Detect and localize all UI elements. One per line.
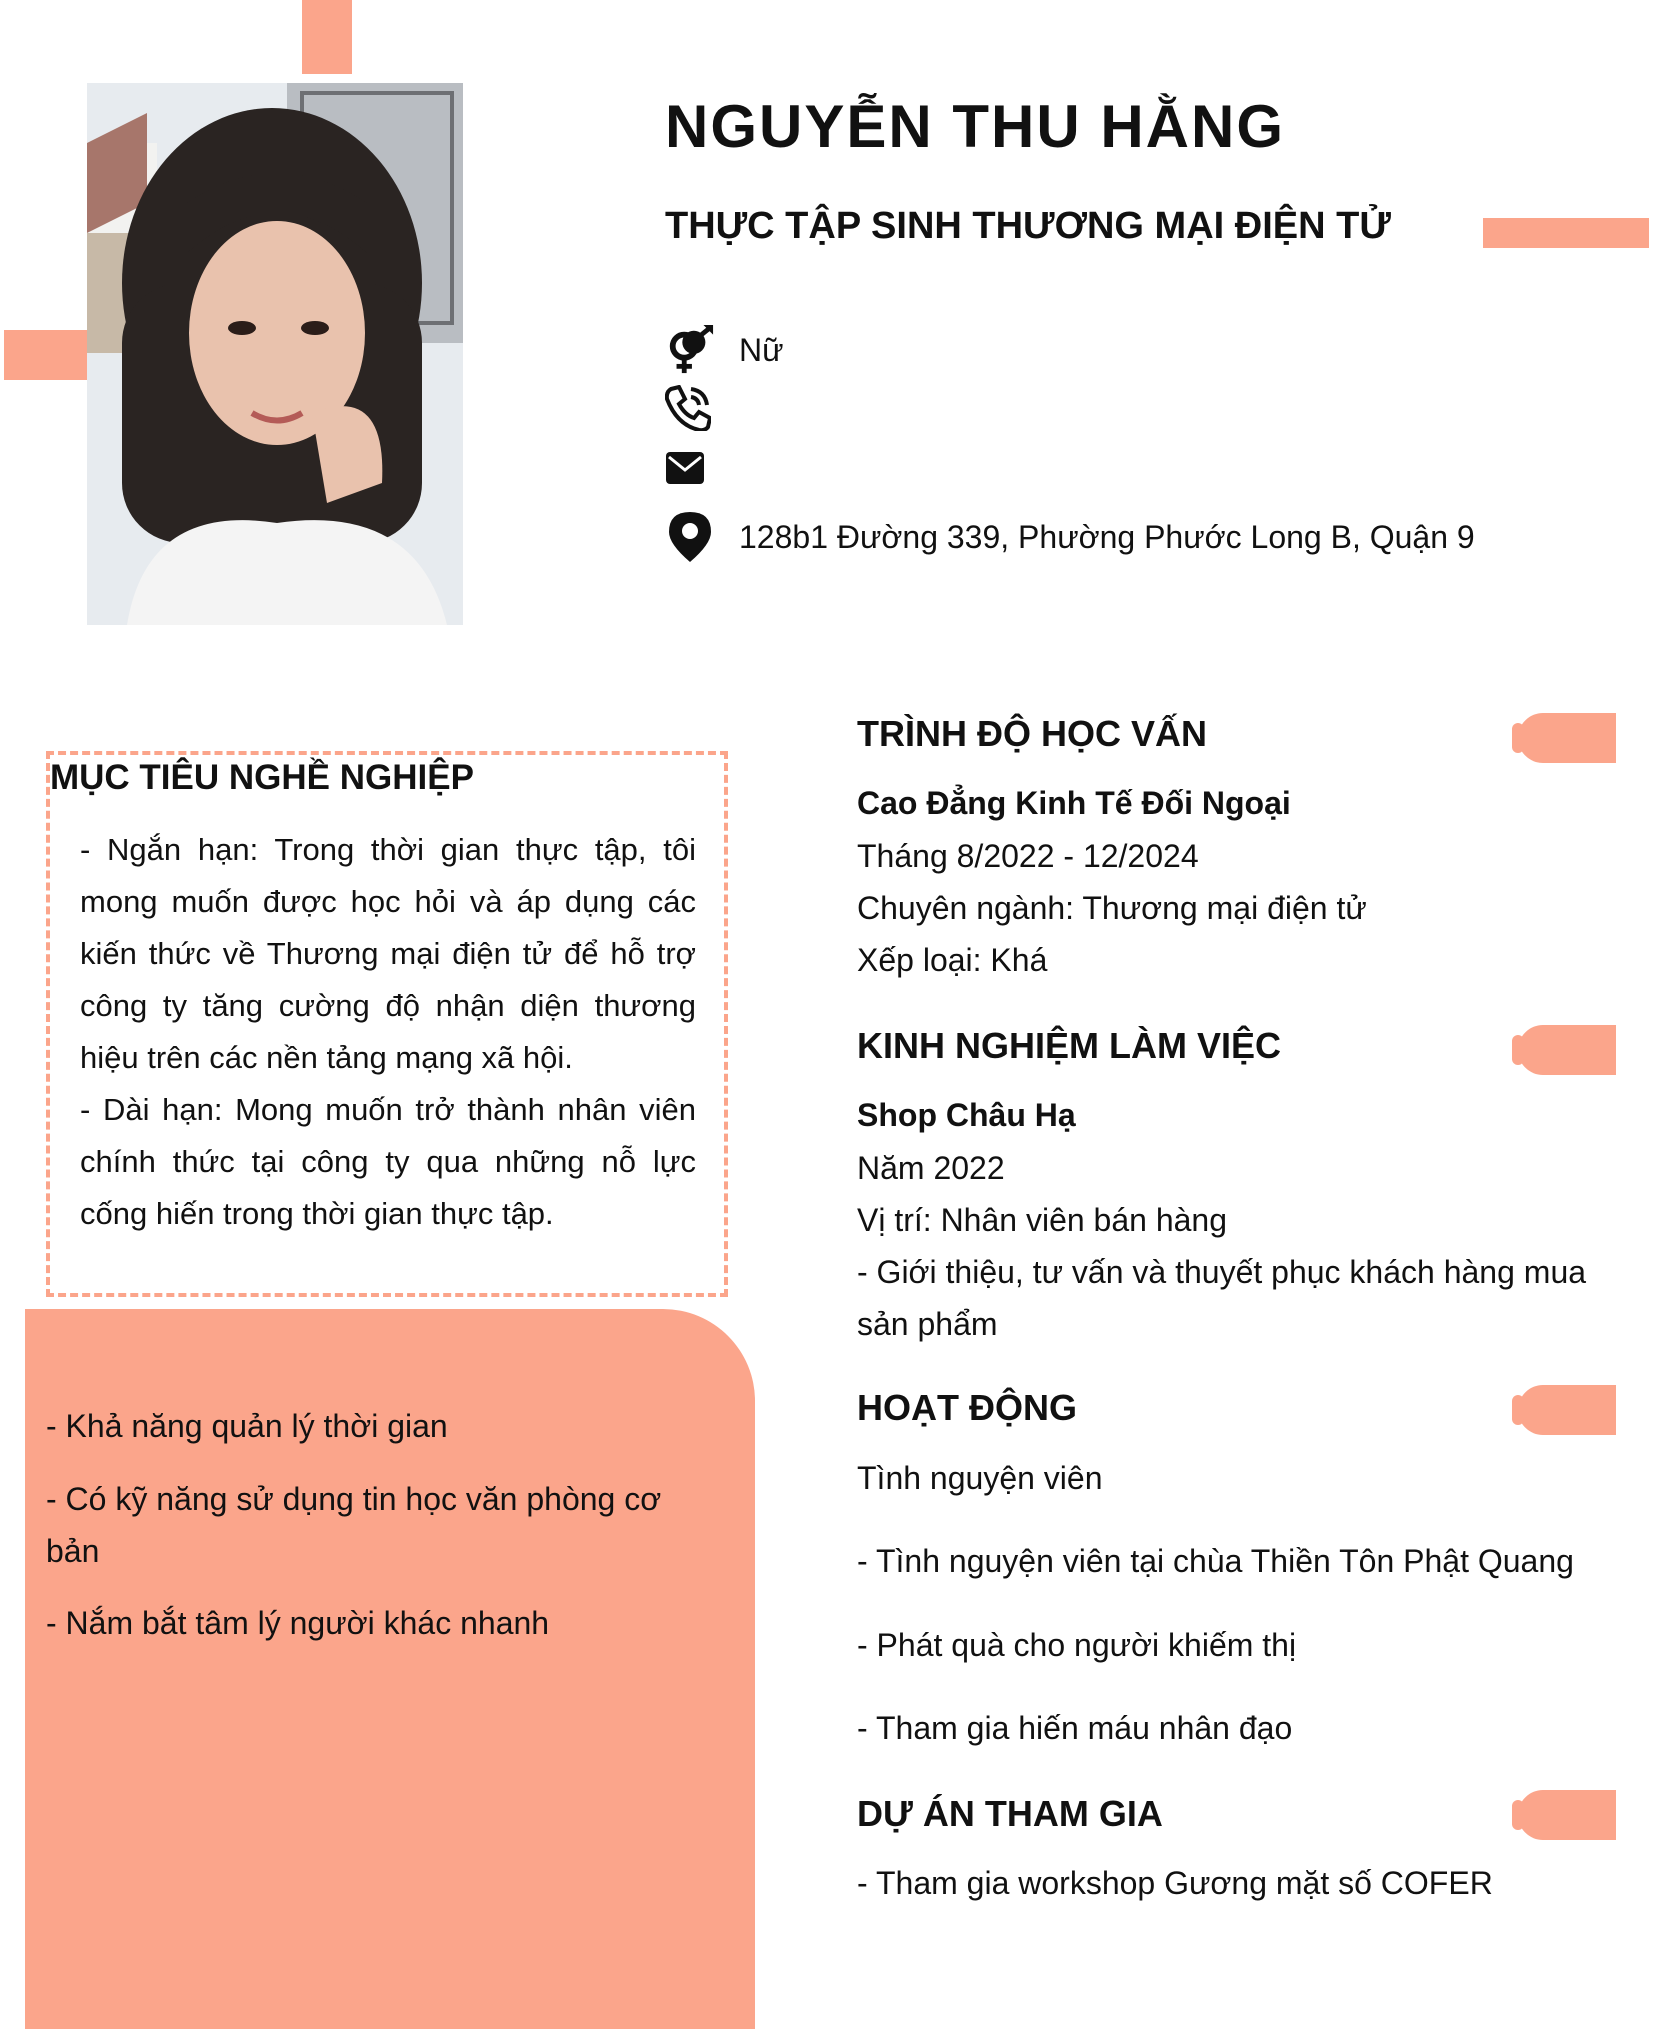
email-icon [665,442,715,492]
objective-body [80,824,696,1240]
activity-item: - Tham gia hiến máu nhân đạo [857,1710,1293,1746]
education-rank: Xếp loại: Khá [857,942,1048,978]
experience-position: Vị trí: Nhân viên bán hàng [857,1202,1228,1238]
skill-item: - Nắm bắt tâm lý người khác nhanh [46,1605,550,1641]
education-major: Chuyên ngành: Thương mại điện tử [857,890,1367,926]
contact-email [665,442,739,492]
contact-address [665,512,1475,562]
objective-title: MỤC TIÊU NGHỀ NGHIỆP [50,758,474,797]
accent-bar-left [4,330,90,380]
project-item: - Tham gia workshop Gương mặt số COFER [857,1865,1493,1901]
address-value: 128b1 Đường 339, Phường Phước Long B, Quận 9 [739,518,1475,555]
education-tag [1518,713,1616,763]
job-title: THỰC TẬP SINH THƯƠNG MẠI ĐIỆN TỬ [665,205,1391,247]
skill-item: - Khả năng quản lý thời gian [46,1408,448,1444]
experience-company: Shop Châu Hạ [857,1097,1076,1133]
accent-bar-top [302,0,352,74]
education-period: Tháng 8/2022 - 12/2024 [857,838,1199,874]
experience-title: KINH NGHIỆM LÀM VIỆC [857,1025,1282,1066]
contact-phone [665,383,739,433]
objective-short-term: - Ngắn hạn: Trong thời gian thực tập, tôi mong muốn được học hỏi và áp dụng các kiến thức về Thương mại điện tử để hỗ trợ công ty tăng cường độ nhận diện thương hiệu trên các nền tảng mạng xã hội. [80,832,696,1075]
experience-year: Năm 2022 [857,1150,1005,1186]
skill-item: - Có kỹ năng sử dụng tin học văn phòng cơ bản [46,1481,662,1569]
activities-role: Tình nguyện viên [857,1460,1103,1496]
contact-gender [665,325,784,375]
accent-bar-title [1483,218,1649,248]
experience-tag [1518,1025,1616,1075]
phone-icon [665,383,715,433]
education-school: Cao Đẳng Kinh Tế Đối Ngoại [857,785,1291,821]
experience-duty: - Giới thiệu, tư vấn và thuyết phục khách hàng mua [857,1254,1587,1290]
activity-item: - Phát quà cho người khiếm thị [857,1627,1297,1663]
activities-title: HOẠT ĐỘNG [857,1387,1077,1428]
profile-photo [87,83,463,625]
candidate-name: NGUYỄN THU HẰNG [665,93,1286,160]
gender-icon [665,325,715,375]
experience-duty-cont: sản phẩm [857,1306,998,1342]
objective-long-term: - Dài hạn: Mong muốn trở thành nhân viên chính thức tại công ty qua những nỗ lực cống hiến trong thời gian thực tập. [80,1092,696,1231]
projects-tag [1518,1790,1616,1840]
activity-item: - Tình nguyện viên tại chùa Thiền Tôn Phật Quang [857,1543,1574,1579]
location-icon [665,512,715,562]
gender-value: Nữ [739,331,784,368]
education-title: TRÌNH ĐỘ HỌC VẤN [857,713,1207,754]
projects-title: DỰ ÁN THAM GIA [857,1793,1163,1834]
activities-tag [1518,1385,1616,1435]
